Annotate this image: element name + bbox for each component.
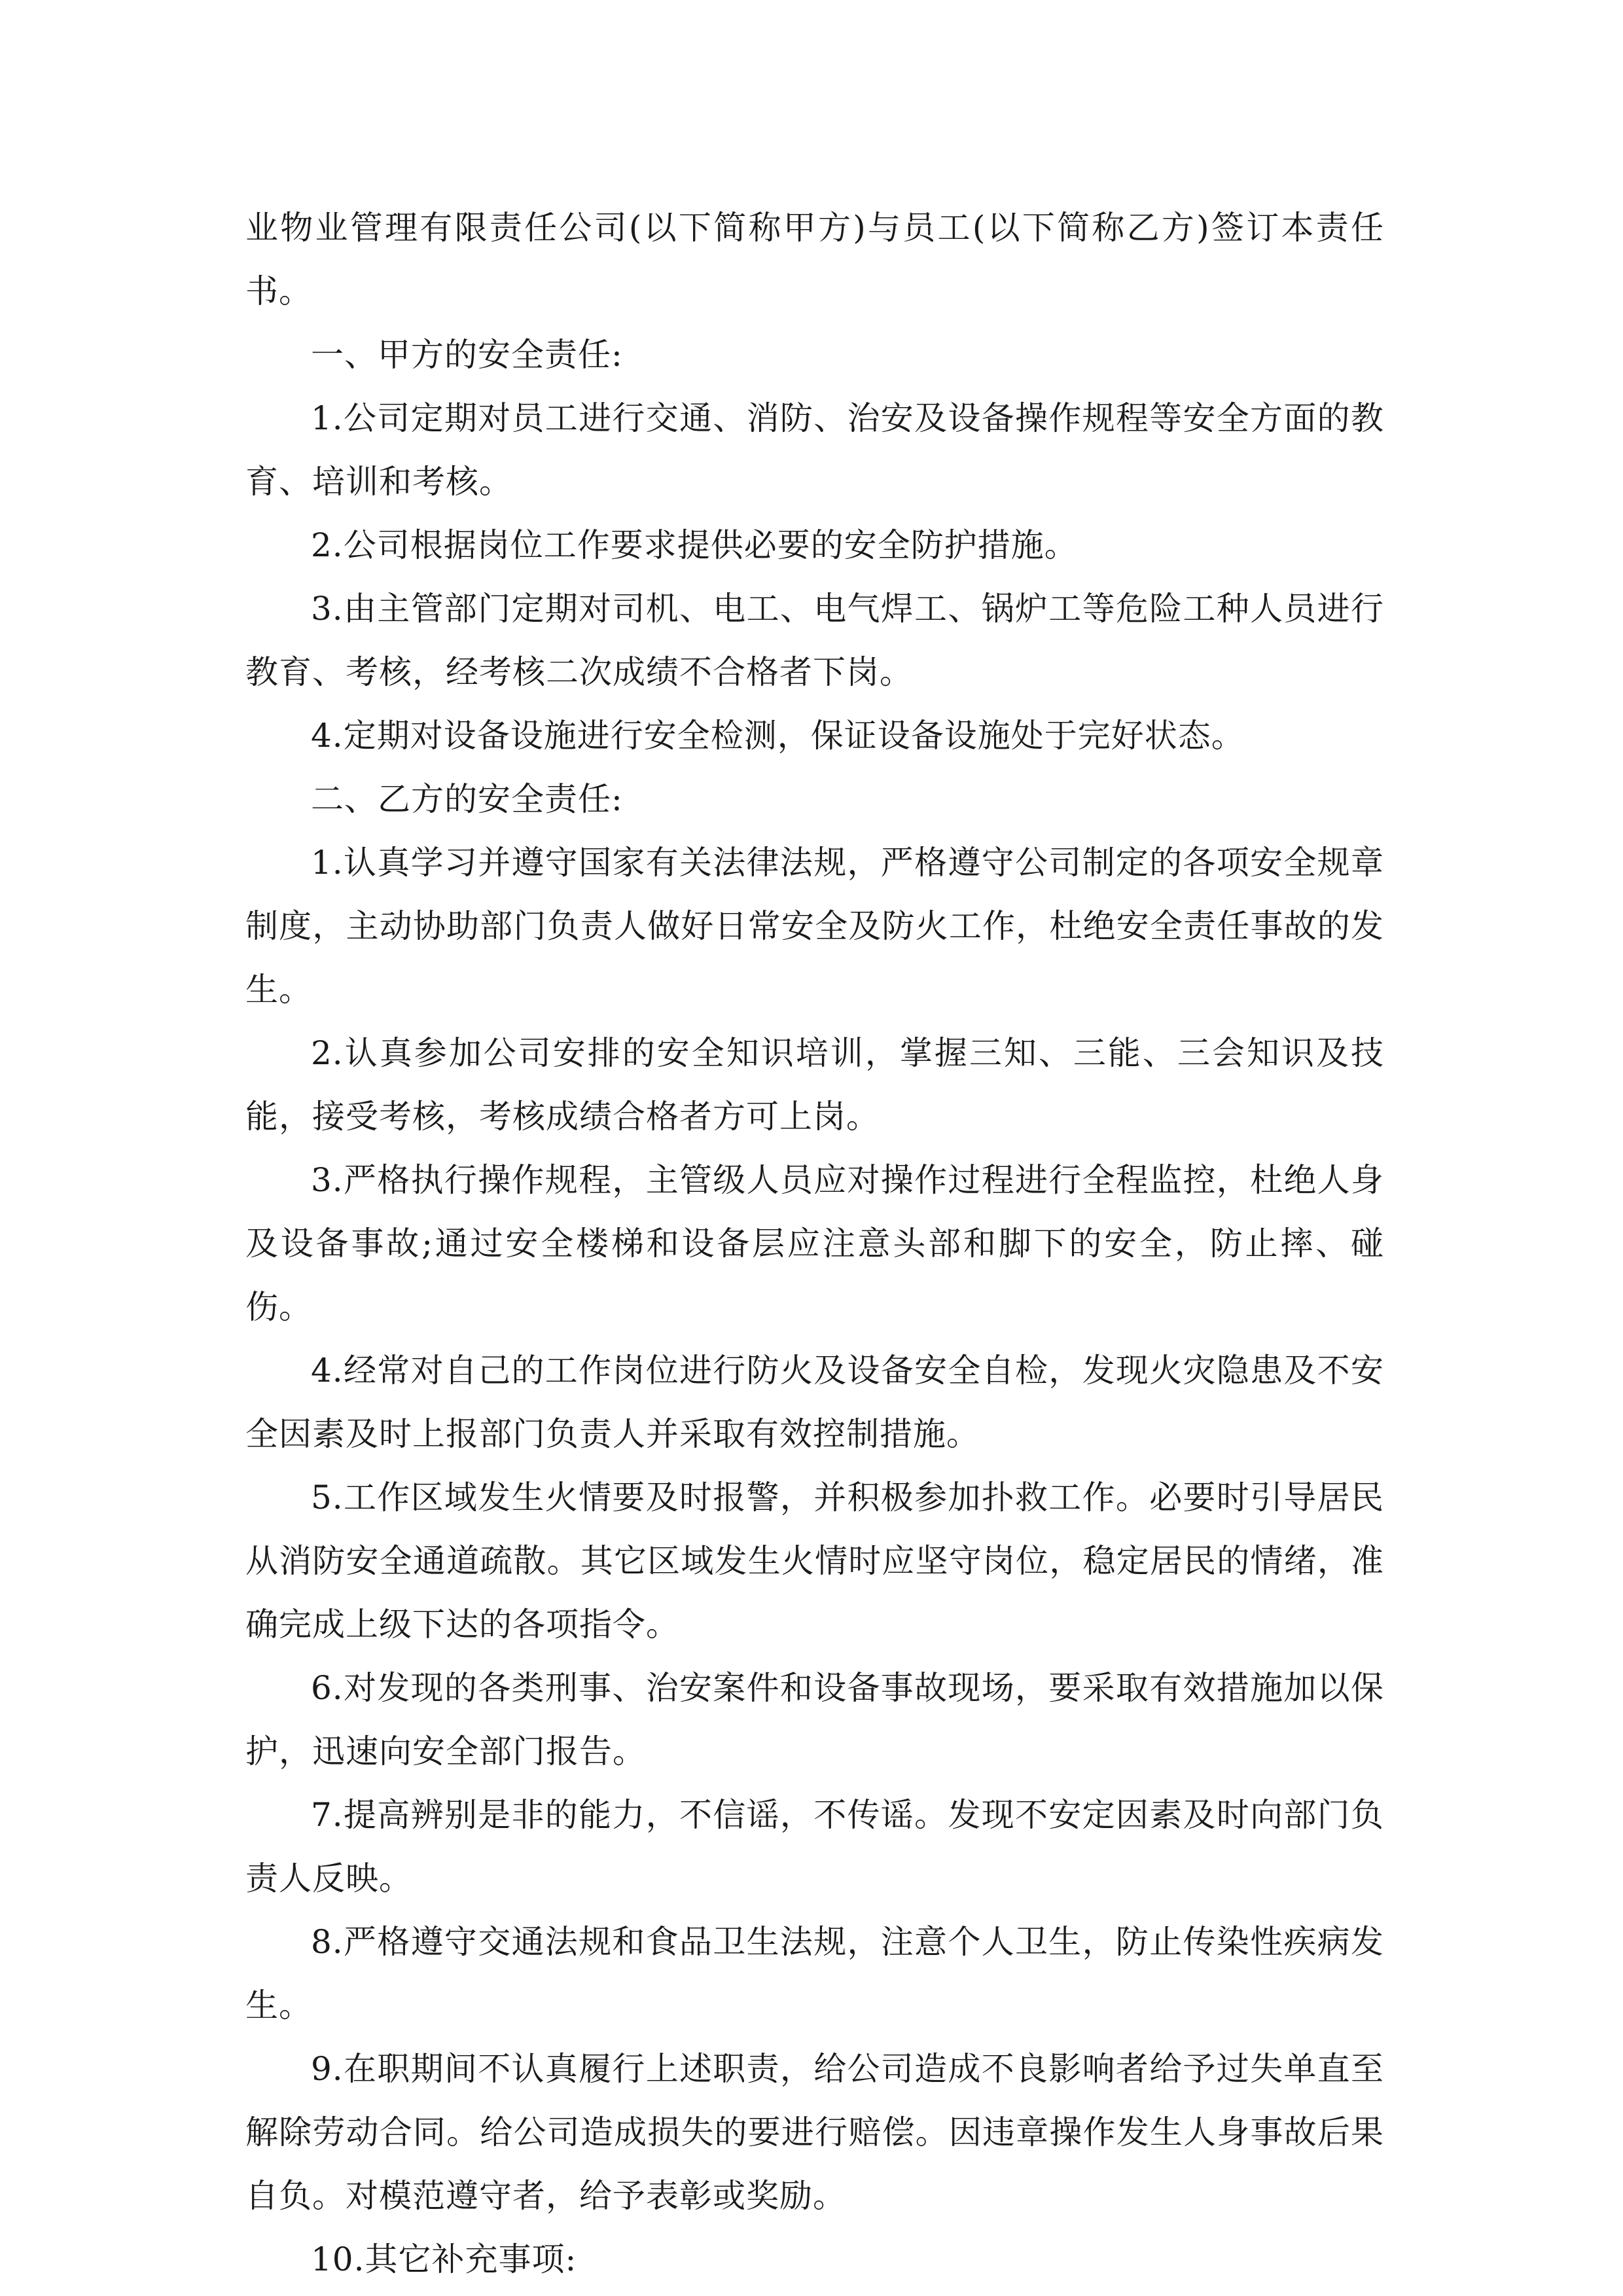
party-b-clause-3: 3.严格执行操作规程，主管级人员应对操作过程进行全程监控，杜绝人身及设备事故;通过安全楼梯和设备层应注意头部和脚下的安全，防止摔、碰伤。 bbox=[245, 1161, 1384, 1326]
party-b-clause-9: 9.在职期间不认真履行上述职责，给公司造成不良影响者给予过失单直至解除劳动合同。给公司造成损失的要进行赔偿。因违章操作发生人身事故后果自负。对模范遵守者，给予表彰或奖励。 bbox=[245, 2050, 1384, 2215]
party-b-clause-4: 4.经常对自己的工作岗位进行防火及设备安全自检，发现火灾隐患及不安全因素及时上报部门负责人并采取有效控制措施。 bbox=[245, 1352, 1384, 1453]
party-a-clause-4: 4.定期对设备设施进行安全检测，保证设备设施处于完好状态。 bbox=[311, 717, 1245, 755]
party-b-clause-7: 7.提高辨别是非的能力，不信谣，不传谣。发现不安定因素及时向部门负责人反映。 bbox=[245, 1796, 1384, 1897]
section-heading-party-a: 一、甲方的安全责任: bbox=[311, 336, 623, 374]
party-b-clause-6: 6.对发现的各类刑事、治安案件和设备事故现场，要采取有效措施加以保护，迅速向安全部门报告。 bbox=[245, 1669, 1384, 1770]
party-b-clause-8: 8.严格遵守交通法规和食品卫生法规，注意个人卫生，防止传染性疾病发生。 bbox=[245, 1923, 1384, 2024]
party-b-clause-10: 10.其它补充事项: bbox=[311, 2240, 577, 2278]
party-b-clause-2: 2.认真参加公司安排的安全知识培训，掌握三知、三能、三会知识及技能，接受考核，考核成绩合格者方可上岗。 bbox=[245, 1034, 1384, 1136]
party-b-clause-1: 1.认真学习并遵守国家有关法律法规，严格遵守公司制定的各项安全规章制度，主动协助部门负责人做好日常安全及防火工作，杜绝安全责任事故的发生。 bbox=[245, 844, 1384, 1009]
intro-paragraph: 业物业管理有限责任公司(以下简称甲方)与员工(以下简称乙方)签订本责任书。 bbox=[245, 209, 1384, 310]
party-a-clause-3: 3.由主管部门定期对司机、电工、电气焊工、锅炉工等危险工种人员进行教育、考核，经考核二次成绩不合格者下岗。 bbox=[245, 590, 1384, 691]
party-a-clause-2: 2.公司根据岗位工作要求提供必要的安全防护措施。 bbox=[311, 526, 1078, 564]
party-a-clause-1: 1.公司定期对员工进行交通、消防、治安及设备操作规程等安全方面的教育、培训和考核。 bbox=[245, 399, 1384, 501]
section-heading-party-b: 二、乙方的安全责任: bbox=[311, 780, 623, 818]
document-body bbox=[245, 196, 1384, 2291]
party-b-clause-5: 5.工作区域发生火情要及时报警，并积极参加扑救工作。必要时引导居民从消防安全通道疏散。其它区域发生火情时应坚守岗位，稳定居民的情绪，准确完成上级下达的各项指令。 bbox=[245, 1479, 1384, 1643]
